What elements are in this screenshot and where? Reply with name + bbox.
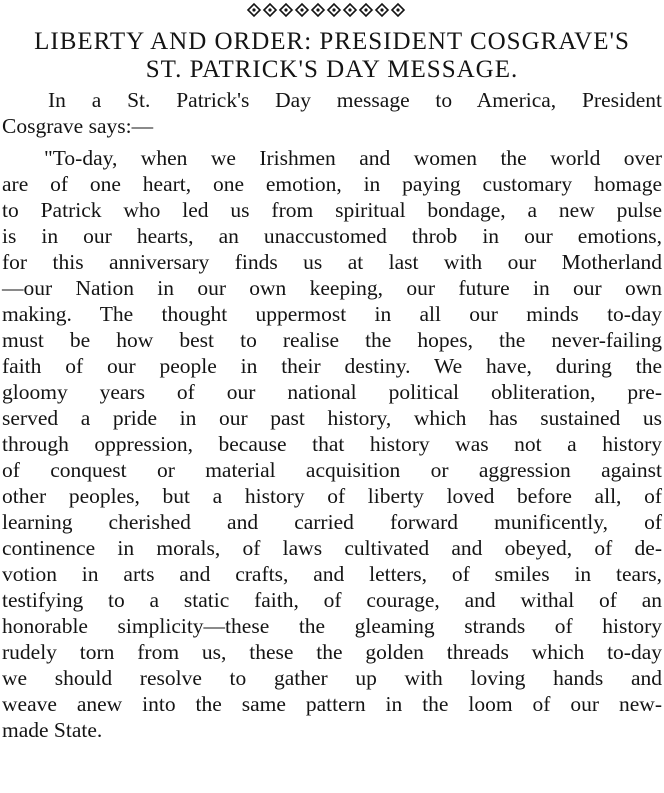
intro-line: Cosgrave says:— bbox=[2, 114, 154, 138]
quote-line: for this anniversary finds us at last with our Motherland bbox=[2, 250, 662, 274]
diamond-ornament-divider bbox=[242, 0, 412, 20]
quote-line: rudely torn from us, these the golden threads which to-day bbox=[2, 640, 662, 664]
quote-line: testifying to a static faith, of courage, and withal of an bbox=[2, 588, 662, 612]
quote-line: made State. bbox=[2, 718, 103, 742]
quote-line: learning cherished and carried forward munificently, of bbox=[2, 510, 662, 534]
quote-line: continence in morals, of laws cultivated and obeyed, of de- bbox=[2, 536, 662, 560]
headline-line-1: LIBERTY AND ORDER: PRESIDENT COSGRAVE'S bbox=[34, 28, 630, 55]
quote-line: served a pride in our past history, which has sustained us bbox=[2, 406, 662, 430]
quote-line: of conquest or material acquisition or aggression against bbox=[2, 458, 662, 482]
quote-line: must be how best to realise the hopes, the never-failing bbox=[2, 328, 662, 352]
quote-line: other peoples, but a history of liberty loved before all, of bbox=[2, 484, 662, 508]
intro-line: In a St. Patrick's Day message to America, President bbox=[48, 88, 662, 112]
quote-line: through oppression, because that history was not a history bbox=[2, 432, 662, 456]
headline-line-2: ST. PATRICK'S DAY MESSAGE. bbox=[145, 56, 519, 83]
quote-line: —our Nation in our own keeping, our future in our own bbox=[2, 276, 662, 300]
quote-line: faith of our people in their destiny. We have, during the bbox=[2, 354, 662, 378]
quote-line: are of one heart, one emotion, in paying customary homage bbox=[2, 172, 662, 196]
quote-line: weave anew into the same pattern in the loom of our new- bbox=[2, 692, 662, 716]
quote-line: to Patrick who led us from spiritual bondage, a new pulse bbox=[2, 198, 662, 222]
quote-line: honorable simplicity—these the gleaming strands of history bbox=[2, 614, 662, 638]
quote-line: "To-day, when we Irishmen and women the world over bbox=[44, 146, 662, 170]
quote-line: we should resolve to gather up with loving hands and bbox=[2, 666, 662, 690]
quote-line: gloomy years of our national political obliteration, pre- bbox=[2, 380, 662, 404]
quote-line: is in our hearts, an unaccustomed throb in our emotions, bbox=[2, 224, 662, 248]
quote-line: votion in arts and crafts, and letters, of smiles in tears, bbox=[2, 562, 662, 586]
quote-line: making. The thought uppermost in all our minds to-day bbox=[2, 302, 662, 326]
